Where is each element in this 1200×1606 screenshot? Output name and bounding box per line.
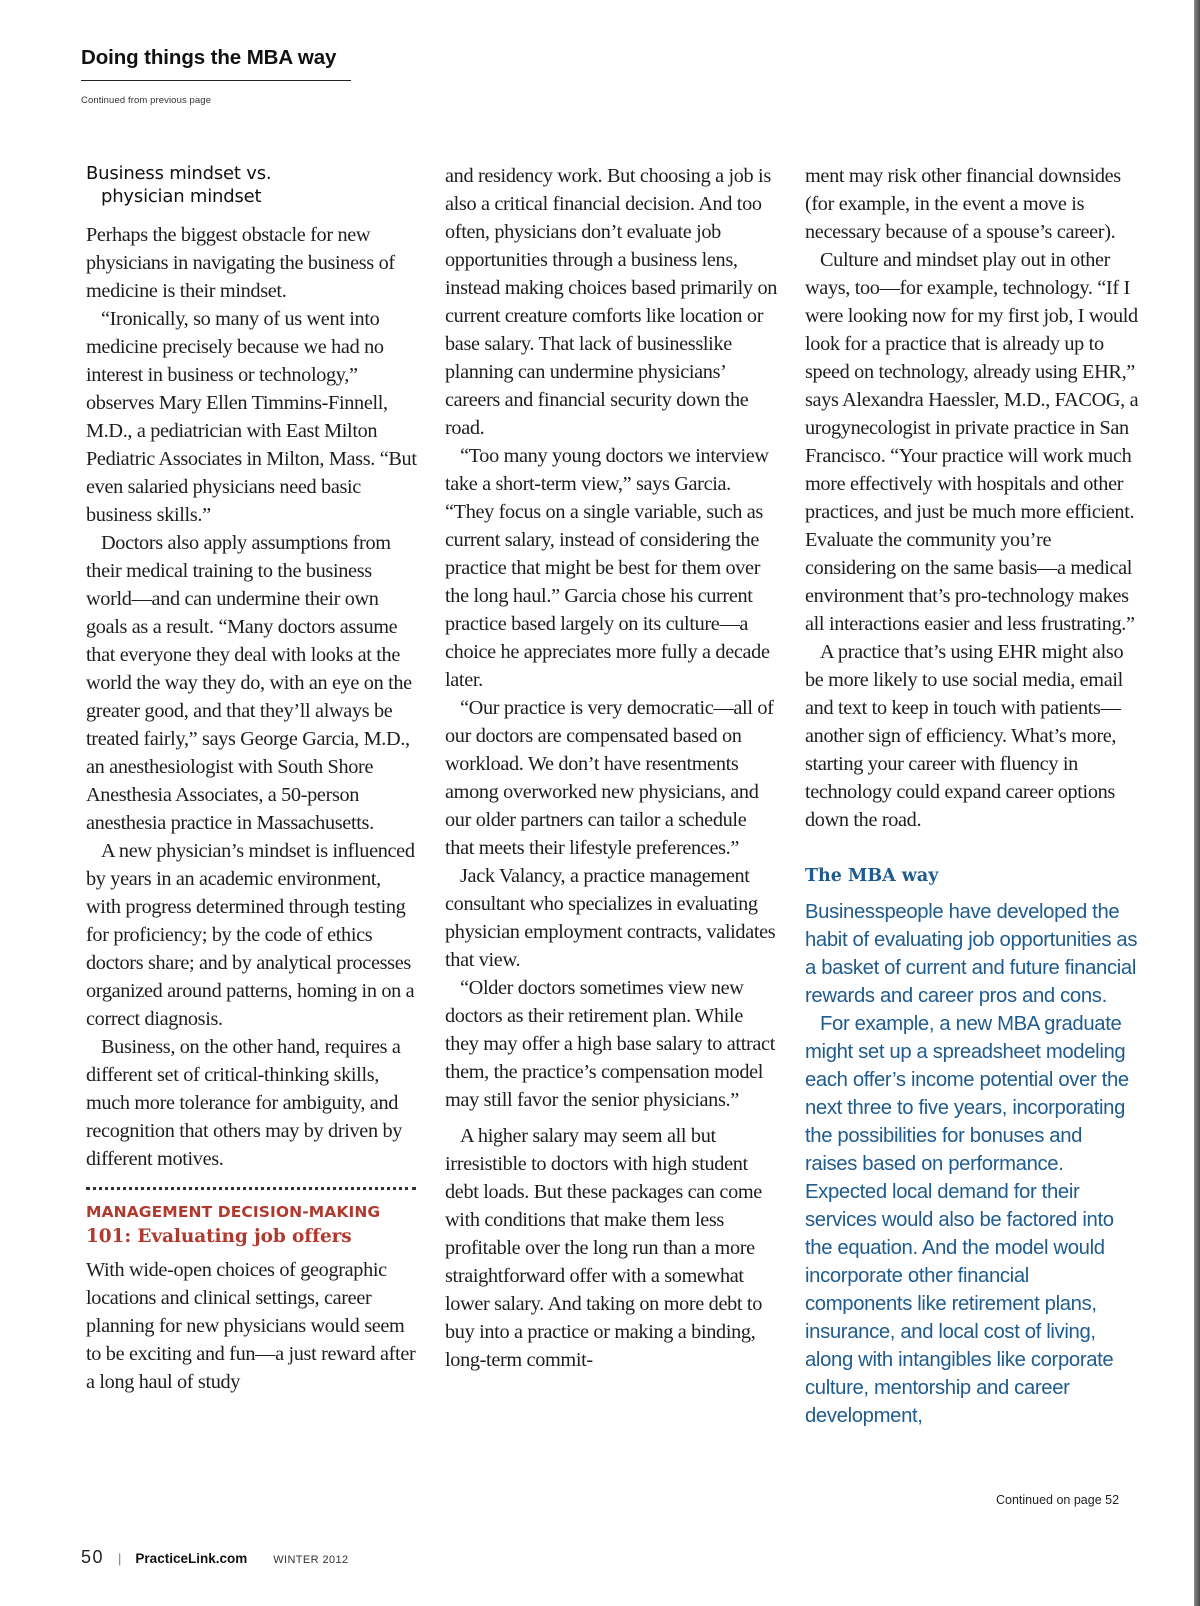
page-number: 50 <box>81 1547 105 1567</box>
article-paragraph: “Older doctors sometimes view new doctors as their retirement plan. While they may offer a high base salary to attract them, the practice’s compensation model may still favor the senior physicians.” <box>445 977 775 1111</box>
article-paragraph: “Our practice is very democratic—all of our doctors are compensated based on workload. We don’t have resentments among overworked new physicians, and our older partners can tailor a schedule that meets their lifestyle preferences.” <box>445 697 774 859</box>
section-subhead <box>86 162 420 208</box>
sidebar-heading-blue: The MBA way <box>805 866 939 886</box>
sidebar-paragraph: With wide-open choices of geographic locations and clinical settings, career planning for new physicians would seem to be exciting and fun—a just reward after a long haul of study <box>86 1259 416 1393</box>
subhead-line-1: Business mindset vs. <box>86 163 272 184</box>
article-paragraph: Business, on the other hand, requires a different set of critical-thinking skills, much more tolerance for ambiguity, and recognition that others may by driven by different motives. <box>86 1036 403 1170</box>
article-paragraph: Doctors also apply assumptions from their medical training to the business world—and can undermine their own goals as a result. “Many doctors assume that everyone they deal with looks at the world the way they do, with an eye on the greater good, and that they’ll always be treated fairly,” says George Garcia, M.D., an anesthesiologist with South Shore Anesthesia Associates, a 50-person anesthesia practice in Massachusetts. <box>86 532 412 834</box>
sidebar-paragraph: Businesspeople have developed the habit of evaluating job opportunities as a basket of current and future financial rewards and career pros and cons. <box>805 901 1138 1007</box>
subhead-line-2: physician mindset <box>101 186 262 207</box>
continued-from-note: Continued from previous page <box>81 95 212 106</box>
article-paragraph: ment may risk other financial downsides (for example, in the event a move is necessary because of a spouse’s career). <box>805 165 1121 243</box>
page-edge-bar <box>1194 0 1200 1606</box>
article-column-1 <box>86 162 420 1396</box>
footer-separator: | <box>118 1551 122 1566</box>
article-column-2 <box>445 162 779 1374</box>
article-paragraph: A new physician’s mindset is influenced by years in an academic environment, with progress determined through testing for proficiency; by the code of ethics doctors share; and by analytical processes organized around patterns, homing in on a correct diagnosis. <box>86 840 415 1030</box>
page-footer <box>81 1547 349 1568</box>
header-rule <box>81 80 351 81</box>
footer-site-name: PracticeLink.com <box>135 1551 248 1566</box>
article-column-3 <box>805 162 1139 1430</box>
sidebar-paragraph: For example, a new MBA graduate might set up a spreadsheet modeling each offer’s income potential over the next three to five years, incorporating the possibilities for bonuses and raises based on performance. Expected local demand for their services would also be factored into the equation. And the model would incorporate other financial components like retirement plans, insurance, and local cost of living, along with intangibles like corporate culture, mentorship and career development, <box>805 1013 1129 1427</box>
article-paragraph: “Too many young doctors we interview take a short-term view,” says Garcia. “They focus on a single variable, such as current salary, instead of considering the practice that might be best for them over the long haul.” Garcia chose his current practice based largely on its culture—a choice he appreciates more fully a decade later. <box>445 445 770 691</box>
sidebar-dotted-divider <box>86 1187 416 1190</box>
article-paragraph: “Ironically, so many of us went into medicine precisely because we had no interest in business or technology,” observes Mary Ellen Timmins-Finnell, M.D., a pediatrician with East Milton Pediatric Associates in Milton, Mass. “But even salaried physicians need basic business skills.” <box>86 308 417 526</box>
footer-issue: WINTER 2012 <box>273 1554 349 1566</box>
article-paragraph: Culture and mindset play out in other ways, too—for example, technology. “If I were looking now for my first job, I would look for a practice that is already up to speed on technology, already using EHR,” says Alexandra Haessler, M.D., FACOG, a urogynecologist in private practice in San Francisco. “Your practice will work much more effectively with hospitals and other practices, and just be much more efficient. Evaluate the community you’re considering on the same basis—a medical environment that’s pro-technology makes all interactions easier and less frustrating.” <box>805 249 1139 635</box>
continued-on-note: Continued on page 52 <box>996 1493 1120 1507</box>
article-paragraph: A higher salary may seem all but irresistible to doctors with high student debt loads. But these packages can come with conditions that make them less profitable over the long run than a more straightforward offer with a somewhat lower salary. And taking on more debt to buy into a practice or making a binding, long-term commit- <box>445 1125 762 1371</box>
article-paragraph: Perhaps the biggest obstacle for new physicians in navigating the business of medicine is their mindset. <box>86 224 395 302</box>
article-paragraph: A practice that’s using EHR might also be more likely to use social media, email and text to keep in touch with patients—another sign of efficiency. What’s more, starting your career with fluency in technology could expand career options down the road. <box>805 641 1124 831</box>
sidebar-title: 101: Evaluating job offers <box>86 1226 352 1247</box>
sidebar-heading-red <box>86 1200 420 1250</box>
article-paragraph: Jack Valancy, a practice management consultant who specializes in evaluating physician employment contracts, validates that view. <box>445 865 776 971</box>
article-paragraph: and residency work. But choosing a job is also a critical financial decision. And too often, physicians don’t evaluate job opportunities through a business lens, instead making choices based primarily on current creature comforts like location or base salary. That lack of businesslike planning can undermine physicians’ careers and financial security down the road. <box>445 165 778 439</box>
page-header-title: Doing things the MBA way <box>81 46 337 69</box>
sidebar-kicker: MANAGEMENT DECISION-MAKING <box>86 1203 381 1221</box>
